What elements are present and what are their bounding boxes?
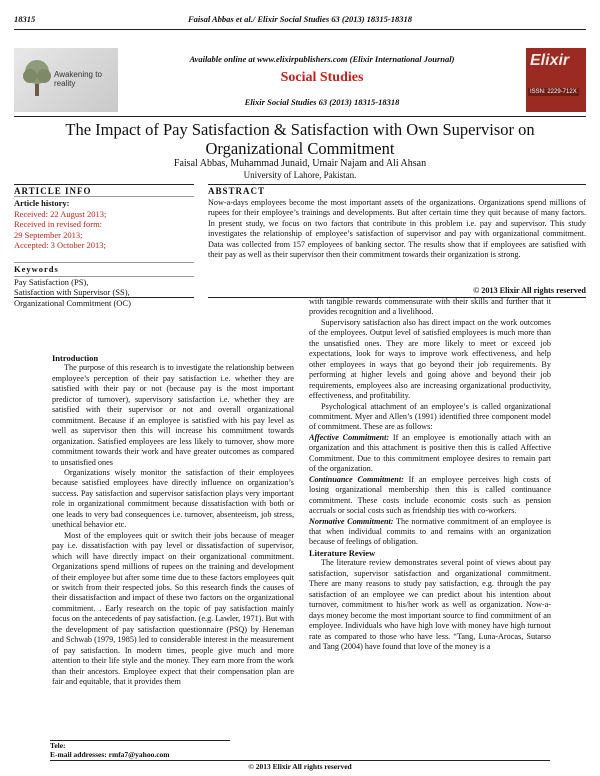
keywords-rule xyxy=(14,262,194,263)
running-title: Faisal Abbas et al./ Elixir Social Studies 63 (2013) 18315-18318 xyxy=(187,14,412,24)
keywords-list xyxy=(14,276,194,309)
affective-commitment-text: If an employee is emotionally attach with an organization and this attachment is positive then this is called Affective Commitment. Due to this commitment employee desires to remain part of the organization. xyxy=(309,432,551,474)
body-column-left xyxy=(52,353,294,688)
issn-label: ISSN: 2229-712X xyxy=(530,89,577,95)
abstract-copyright: © 2013 Elixir All rights reserved xyxy=(473,286,586,295)
publisher-logo xyxy=(14,48,118,112)
literature-review-paragraph: The literature review demonstrates several point of views about pay satisfaction, supervisor satisfaction and organizational commitment. There are many reasons to study pay satisfaction, e.g. through the pay satisfaction of an employee we can predict about his intention about turnover, commitment to his/her work as well as organization. Now-a-days money become the most important source to find commitment of an employee. Individuals who have high love with money have high turnout rate as compared to those who have less. “Tang, Luna-Arocas, Sutarso and Tang (2004) have found that love of the money is a xyxy=(309,558,551,651)
abstract-top-rule xyxy=(208,184,586,185)
header-rule xyxy=(14,29,586,30)
intro-paragraph: Organizations wisely monitor the satisfaction of their employees because satisfied employees have directly influence on organization’s success. Pay satisfaction and supervisor satisfaction plays very important role in organizational commitment because dissatisfaction with both or one leads to very bad consequences i.e. turnover, absenteeism, job stress, unethical behavior etc. xyxy=(52,467,294,530)
masthead xyxy=(14,48,586,114)
continuance-commitment-text: If an employee perceives high costs of losing organizational membership then this is called continuance commitment. These costs include economic costs such as pension accruals or social costs such as friendship ties with co-workers. xyxy=(309,474,551,516)
literature-review-heading: Literature Review xyxy=(309,547,376,558)
history-received: Received: 22 August 2013; xyxy=(14,208,107,219)
intro-heading: Introduction xyxy=(52,353,99,363)
body-paragraph: Supervisory satisfaction also has direct impact on the work outcomes of the employees. Output level of satisfied employees is much more than the unsatisfied ones. They are more likely to meet or exceed job expectations, look for ways to improve work effectiveness, and help other employees in ways that go beyond their job requirements. By performing at higher levels and going above and beyond their job requirements, employees also are increasing organizational productivity, effectiveness, and profitability. xyxy=(309,317,551,401)
abstract-text: Now-a-days employees become the most important assets of the organizations. Organizations spend millions of rupees for their employee’s trainings and developments. But after certain time they quit because of many factors. In present study, we focus on two factors that contribute in this problem i.e. pay and supervisor. This study investigates the relationship of employee’s satisfaction of supervisor and pay with organizational commitment. Data was collected from 157 employees of banking sector. The results show that if employees are satisfied with their pay as well as their supervisor then their commitment towards their organization is strong. xyxy=(208,198,586,260)
elixir-logo xyxy=(526,48,586,112)
article-authors: Faisal Abbas, Muhammad Junaid, Umair Najam and Ali Ahsan xyxy=(173,158,427,169)
article-title: The Impact of Pay Satisfaction & Satisfaction with Own Supervisor on Organizational Commitment xyxy=(65,120,535,158)
tree-icon xyxy=(20,58,54,98)
intro-paragraph: Most of the employees quit or switch their jobs because of meager pay i.e. dissatisfaction with pay level or dissatisfaction of supervisor, which will have directly impact on their organizational commitment. Organizations spend millions of rupees on the training and development of their employee but after some time due to these factors employees quit or switch from their respected jobs. So this research finds the causes of their dissatisfaction and impact of these two factors on the organizational commitment. . Early research on the topic of pay satisfaction mainly focus on the antecedents of pay satisfaction. (e.g. Lawler, 1971). But with the development of pay satisfaction questionnaire (PSQ) by Heneman and Schwab (1979, 1985) led to considerable interest in the measurement of pay satisfaction. In modern times, people give much and more attention to their life style and the money. They earn more from the work than their ancestors. Employee expect that their compensation plan are fair and equitable, that it provides them xyxy=(52,530,294,687)
article-history xyxy=(14,198,194,251)
history-revised: Received in revised form: xyxy=(14,219,103,229)
continuance-commitment-paragraph xyxy=(309,475,551,517)
intro-paragraph: The purpose of this research is to investigate the relationship between employee’s perception of their pay satisfaction i.e. whether they are satisfied with their pay or not (because pay is the most important predictor of turnover), supervisory satisfaction i.e. whether they are satisfied with their supervisor or not and overall organizational commitment. Because if an employee is satisfied with his pay level as well as supervisor then this will increase his commitment towards organization. Satisfied employees are less likely to turnover, show more commitment towards their work and have greater outcomes as compared to unsatisfied ones xyxy=(52,363,294,467)
masthead-rule xyxy=(14,116,586,117)
history-accepted: Accepted: 3 October 2013; xyxy=(14,240,106,250)
availability-line: Available online at www.elixirpublishers.com (Elixir International Journal) xyxy=(189,54,455,64)
footer-tele: Tele: xyxy=(50,741,66,750)
normative-commitment-label: Normative Commitment: xyxy=(309,516,394,526)
footer-copyright: © 2013 Elixir All rights reserved xyxy=(248,762,352,771)
history-revised-date: 29 September 2013; xyxy=(14,229,83,240)
history-label: Article history: xyxy=(14,198,70,208)
body-paragraph: with tangible rewards commensurate with their skills and further that it provides recognition and a livelihood. xyxy=(309,297,551,317)
keyword-item: Pay Satisfaction (PS), xyxy=(14,276,89,287)
footer-email: E-mail addresses: rmfa7@yahoo.com xyxy=(50,750,170,759)
info-bottom-rule xyxy=(14,297,194,298)
page-number: 18315 xyxy=(14,14,36,24)
elixir-logo-name: Elixir xyxy=(530,52,570,69)
affective-commitment-label: Affective Commitment: xyxy=(309,432,390,442)
body-column-right xyxy=(309,297,551,652)
article-info-heading: ARTICLE INFO xyxy=(14,186,92,196)
logo-tagline: Awakening to reality xyxy=(54,70,102,88)
keywords-block xyxy=(14,264,194,308)
footer-bottom-rule xyxy=(50,760,550,761)
keywords-label: Keywords xyxy=(14,264,59,274)
running-header xyxy=(14,14,586,26)
affective-commitment-paragraph xyxy=(309,433,551,475)
keyword-item: Satisfaction with Supervisor (SS), xyxy=(14,287,130,297)
footer-rule xyxy=(50,740,230,741)
info-rule xyxy=(14,196,194,197)
journal-name: Social Studies xyxy=(280,70,364,85)
journal-citation: Elixir Social Studies 63 (2013) 18315-18318 xyxy=(244,97,400,107)
keyword-item: Organizational Commitment (OC) xyxy=(14,297,131,308)
continuance-commitment-label: Continuance Commitment: xyxy=(309,474,404,484)
info-top-rule xyxy=(14,184,194,185)
normative-commitment-paragraph xyxy=(309,517,551,548)
body-paragraph: Psychological attachment of an employee’s is called organizational commitment. Myer and Allen’s (1991) identified three component model of commitment. These are as follows: xyxy=(309,401,551,432)
abstract-heading: ABSTRACT xyxy=(208,186,266,196)
normative-commitment-text: The normative commitment of an employee is that when individual commits to and remains with an organization because of feelings of obligation. xyxy=(309,516,551,547)
article-affiliation: University of Lahore, Pakistan. xyxy=(243,170,357,180)
